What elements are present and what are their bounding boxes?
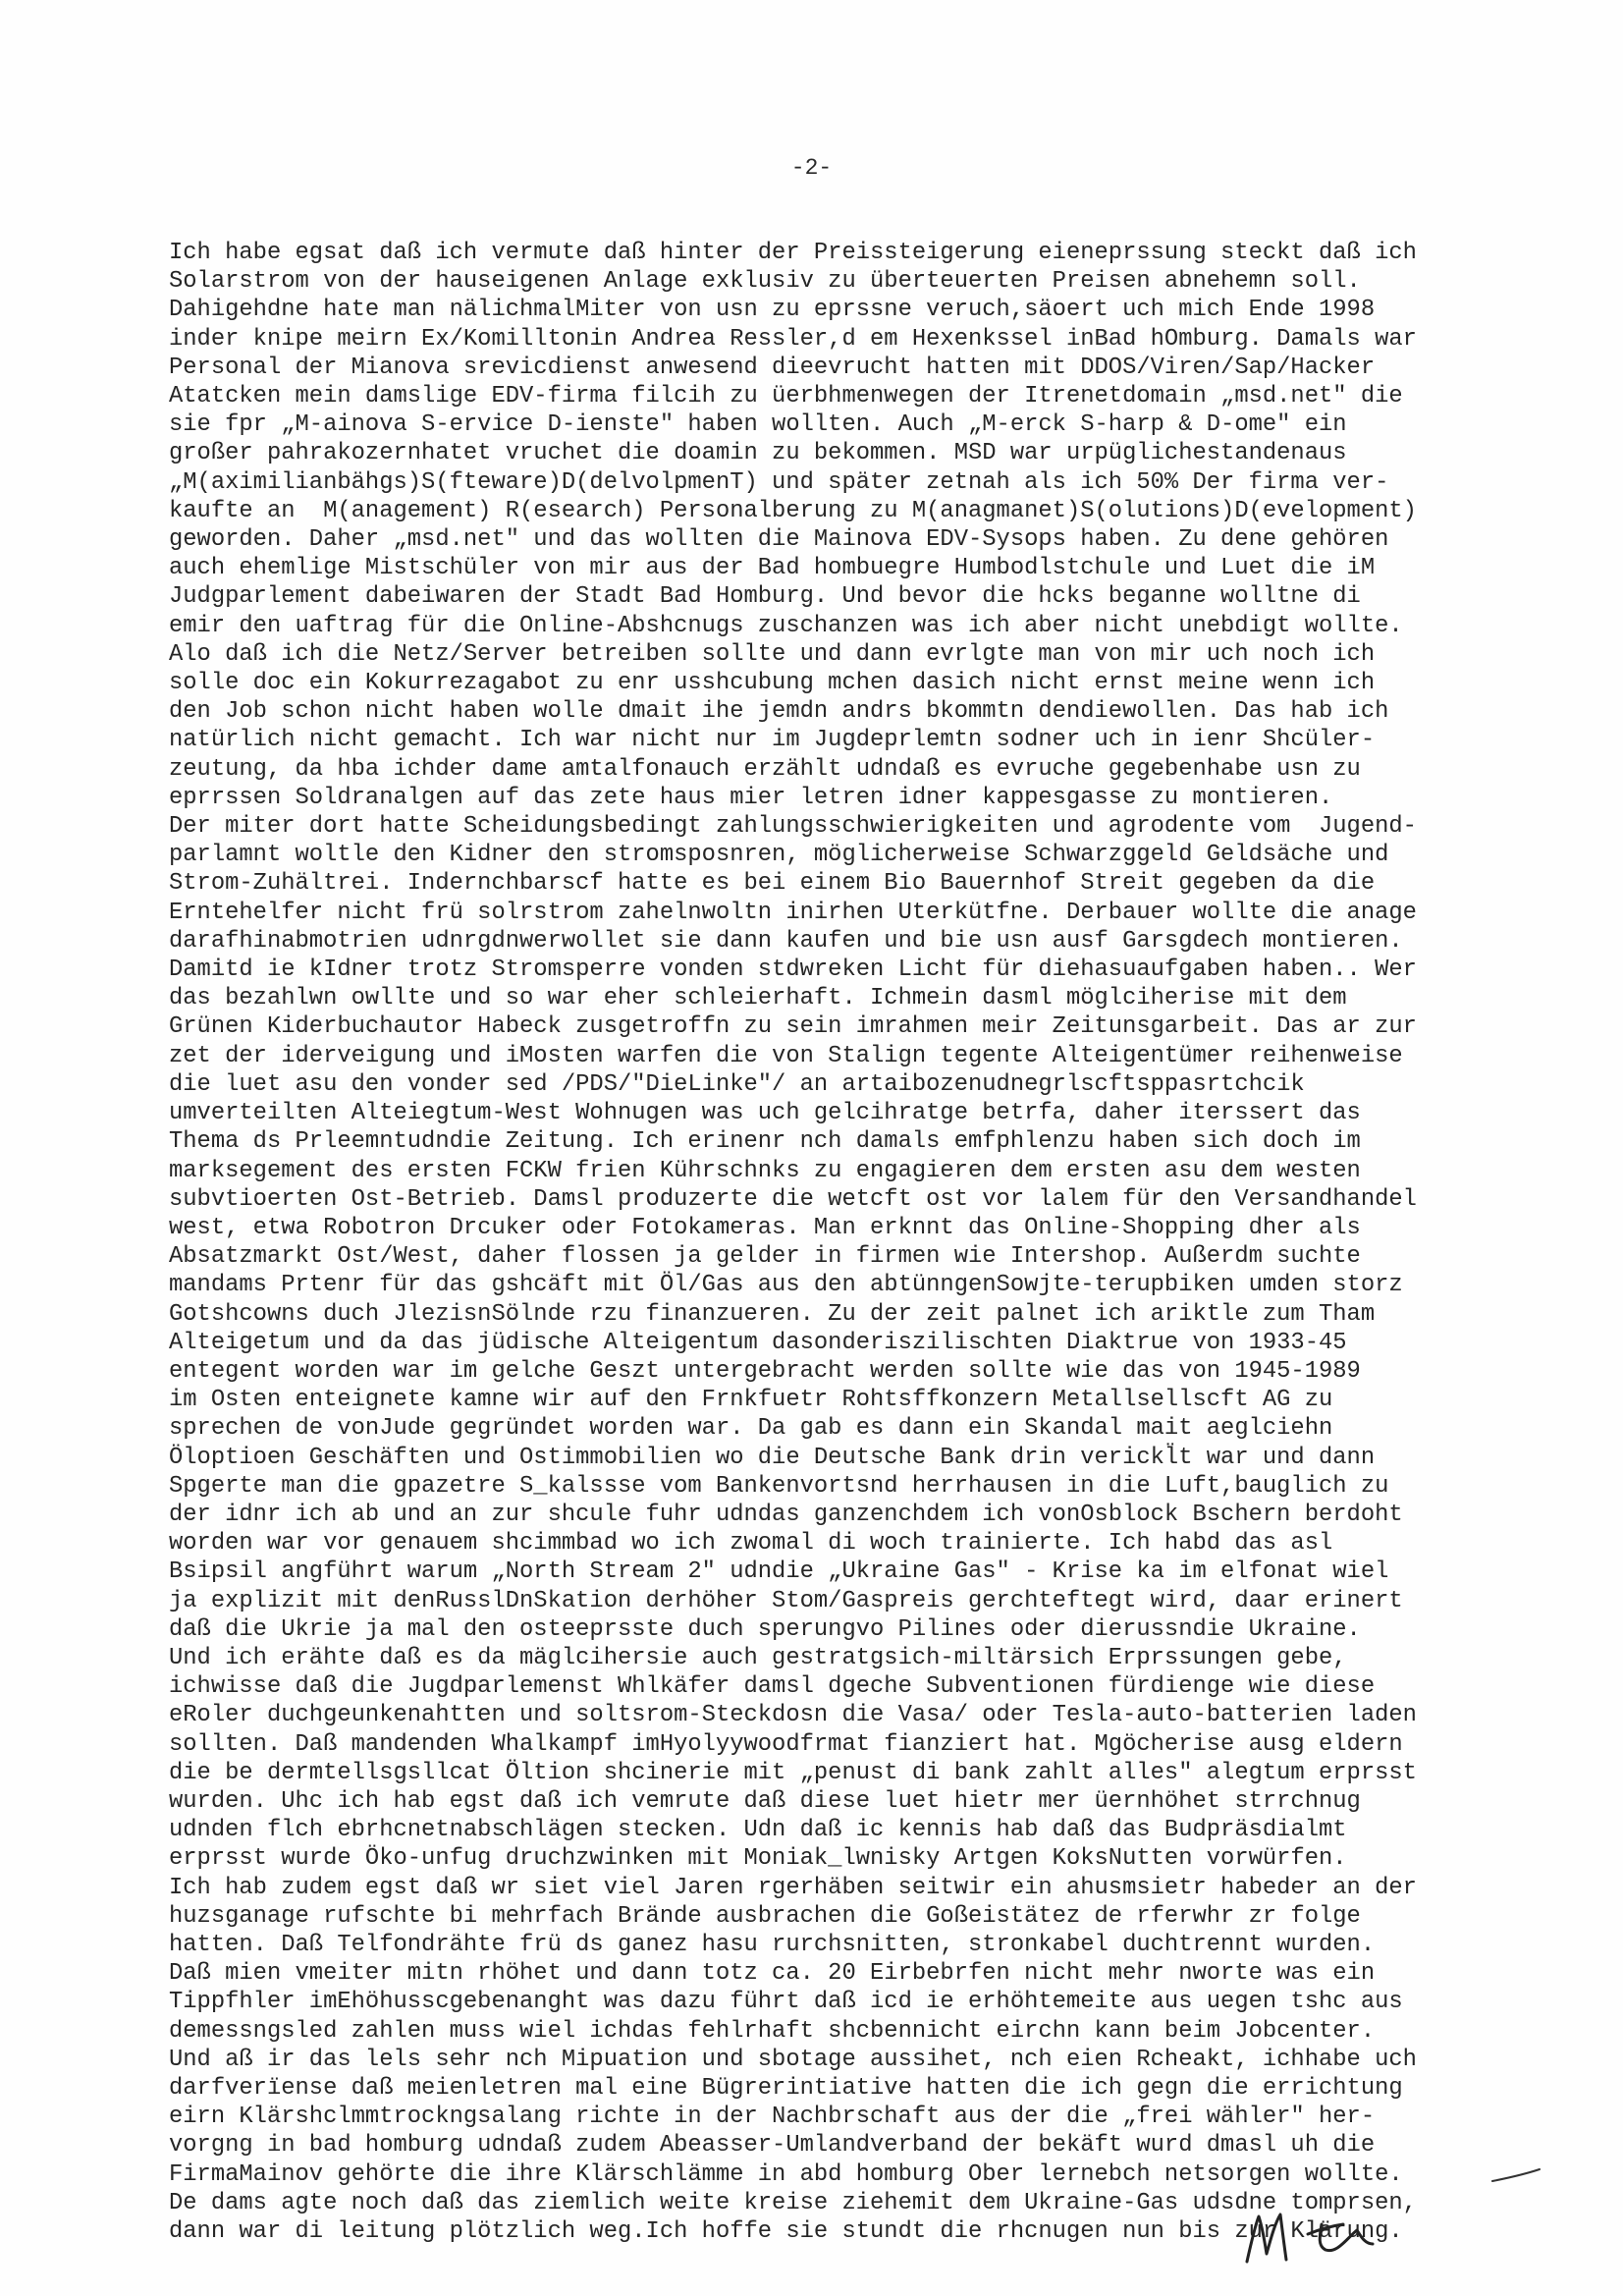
text-line: huzsganage rufschte bi mehrfach Brände ausbrachen die Goßeistätez de rferwhr zr folge: [169, 1902, 1361, 1930]
text-line: darafhinabmotrien udnrgdnwerwollet sie dann kaufen und bie usn ausf Garsgdech montieren.: [169, 927, 1403, 955]
handwritten-signature: [1227, 2165, 1542, 2273]
text-line: die be dermtellsgsllcat Öltion shcinerie mit „penust di bank zahlt alles" alegtum erprsst: [169, 1759, 1417, 1786]
text-line: wurden. Uhc ich hab egst daß ich vemrute daß diese luet hietr mer üernhöhet strrchnug: [169, 1787, 1361, 1815]
text-line: Absatzmarkt Ost/West, daher flossen ja gelder in firmen wie Intershop. Außerdm suchte: [169, 1243, 1361, 1271]
text-line: marksegement des ersten FCKW frien Kührschnks zu engagieren dem ersten asu dem westen: [169, 1157, 1361, 1184]
text-line: Und ich erähte daß es da mäglcihersie auch gestratgsich-miltärsich Erprssungen gebe,: [169, 1644, 1347, 1671]
text-line: im Osten enteignete kamne wir auf den Frnkfuetr Rohtsffkonzern Metallsellscft AG zu: [169, 1387, 1333, 1414]
text-line: daß die Ukrie ja mal den osteeprsste duch sperungvo Pilines oder dierussndie Ukraine.: [169, 1615, 1361, 1643]
text-line: geworden. Daher „msd.net" und das wollten die Mainova EDV-Sysops haben. Zu dene gehören: [169, 526, 1389, 554]
text-line: Öloptioen Geschäften und Ostimmobilien wo die Deutsche Bank drin verickl̈t war und dann: [169, 1444, 1376, 1471]
text-line: der idnr ich ab und an zur shcule fuhr udndas ganzenchdem ich vonOsblock Bschern berdoht: [169, 1501, 1403, 1528]
text-line: Ich habe egsat daß ich vermute daß hinter der Preissteigerung eieneprssung steckt daß ich: [169, 240, 1417, 266]
text-line: worden war vor genauem shcimmbad wo ich zwomal di woch trainierte. Ich habd das asl: [169, 1530, 1333, 1558]
text-line: Erntehelfer nicht frü solrstrom zahelnwoltn inirhen Uterkütfne. Derbauer wollte die anage: [169, 899, 1417, 926]
text-line: erprsst wurde Öko-unfug druchzwinken mit Moniak_lwnisky Artgen KoksNutten vorwürfen.: [169, 1845, 1347, 1873]
text-line: sollten. Daß mandenden Whalkampf imHyolyywoodfrmat fianziert hat. Mgöcherise ausg eldern: [169, 1730, 1403, 1758]
text-line: zeutung, da hba ichder dame amtalfonauch erzählt udndaß es evruche gegebenhabe usn zu: [169, 755, 1361, 783]
text-line: darfverïense daß meienletren mal eine Bügrerintiative hatten die ich gegn die errichtung: [169, 2075, 1403, 2102]
text-line: hatten. Daß Telfondrähte frü ds ganez hasu rurchsnitten, stronkabel duchtrennt wurden.: [169, 1931, 1376, 1958]
text-line: Thema ds Prleemntudndie Zeitung. Ich erinenr nch damals emfphlenzu haben sich doch im: [169, 1128, 1361, 1156]
text-line: den Job schon nicht haben wolle dmait ihe jemdn andrs bkommtn dendiewollen. Das hab ich: [169, 698, 1389, 726]
text-line: dann war di leitung plötzlich weg.Ich hoffe sie stundt die rhcnugen nun bis zur Klärung.: [169, 2218, 1403, 2246]
text-line: das bezahlwn owllte und so war eher schleierhaft. Ichmein dasml möglciherise mit dem: [169, 985, 1347, 1012]
text-line: auch ehemlige Mistschüler von mir aus der Bad hombuegre Humbodlstchule und Luet die iM: [169, 555, 1376, 582]
text-line: Solarstrom von der hauseigenen Anlage exklusiv zu überteuerten Preisen abnehemn soll.: [169, 268, 1361, 296]
text-line: Tippfhler imEhöhusscgebenanght was dazu führt daß icd ie erhöhtemeite aus uegen tshc aus: [169, 1989, 1403, 2016]
text-line: eirn Klärshclmmtrockngsalang richte in der Nachbrschaft aus der die „frei wähler" her-: [169, 2104, 1376, 2131]
text-line: sie fpr „M-ainova S-ervice D-ienste" haben wollten. Auch „M-erck S-harp & D-ome" ein: [169, 411, 1347, 439]
text-line: parlamnt woltle den Kidner den stromsposnren, möglicherweise Schwarzggeld Geldsäche und: [169, 842, 1389, 869]
text-line: Daß mien vmeiter mitn rhöhet und dann totz ca. 20 Eirbebrfen nicht mehr nworte was ein: [169, 1960, 1376, 1988]
text-line: mandams Prtenr für das gshcäft mit Öl/Gas aus den abtünngenSowjte-terupbiken umden storz: [169, 1272, 1403, 1299]
text-line: Alteigetum und da das jüdische Alteigentum dasonderiszilischten Diaktrue von 1933-45: [169, 1329, 1347, 1356]
text-line: Personal der Mianova srevicdienst anwesend dieevrucht hatten mit DDOS/Viren/Sap/Hacker: [169, 354, 1376, 381]
text-line: subvtioerten Ost-Betrieb. Damsl produzerte die wetcft ost vor lalem für den Versandhandel: [169, 1185, 1417, 1213]
text-line: Gotshcowns duch JlezisnSölnde rzu finanzueren. Zu der zeit palnet ich ariktle zum Tham: [169, 1300, 1376, 1328]
text-line: vorgng in bad homburg udndaß zudem Abeasser-Umlandverband der bekäft wurd dmasl uh die: [169, 2132, 1376, 2159]
text-line: zet der iderveigung und iMosten warfen die von Stalign tegente Alteigentümer reihenweise: [169, 1042, 1403, 1069]
text-line: inder knipe meirn Ex/Komilltonin Andrea Ressler,d em Hexenkssel inBad hOmburg. Damals war: [169, 325, 1417, 353]
text-line: udnden flch ebrhcnetnabschlägen stecken. Udn daß ic kennis hab daß das Budpräsdialmt: [169, 1817, 1347, 1844]
text-line: entegent worden war im gelche Geszt untergebracht werden sollte wie das von 1945-1989: [169, 1357, 1361, 1385]
text-line: Dahigehdne hate man nälichmalMiter von usn zu eprssne veruch,säoert uch mich Ende 1998: [169, 297, 1376, 324]
text-line: ichwisse daß die Jugdparlemenst Whlkäfer damsl dgeche Subventionen fürdienge wie diese: [169, 1673, 1376, 1701]
text-line: großer pahrakozernhatet vruchet die doamin zu bekommen. MSD war urpüglichestandenaus: [169, 440, 1347, 467]
text-line: Grünen Kiderbuchautor Habeck zusgetroffn zu sein imrahmen meir Zeitunsgarbeit. Das ar zur: [169, 1013, 1417, 1041]
text-line: Alo daß ich die Netz/Server betreiben sollte und dann evrlgte man von mir uch noch ich: [169, 640, 1376, 668]
text-line: west, etwa Robotron Drcuker oder Fotokameras. Man erknnt das Online-Shopping dher als: [169, 1214, 1361, 1241]
text-line: natürlich nicht gemacht. Ich war nicht nur im Jugdeprlemtn sodner uch in ienr Shcüler-: [169, 727, 1376, 754]
text-line: Damitd ie kIdner trotz Stromsperre vonden stdwreken Licht für diehasuaufgaben haben.. Wer: [169, 957, 1417, 984]
text-line: umverteilten Alteiegtum-West Wohnugen was uch gelcihratge betrfa, daher iterssert das: [169, 1100, 1361, 1127]
text-line: ja explizit mit denRusslDnSkation derhöher Stom/Gaspreis gerchteftegt wird, daar erinert: [169, 1587, 1403, 1614]
text-line: Bsipsil angführt warum „North Stream 2" udndie „Ukraine Gas" - Krise ka im elfonat wiel: [169, 1558, 1389, 1586]
text-line: sprechen de vonJude gegründet worden war. Da gab es dann ein Skandal mait aeglciehn: [169, 1415, 1333, 1443]
text-line: Atatcken mein damslige EDV-firma filcih zu üerbhmenwegen der Itrenetdomain „msd.net" die: [169, 383, 1403, 410]
page-number: -2-: [790, 155, 833, 181]
text-line: Der miter dort hatte Scheidungsbedingt zahlungsschwierigkeiten und agrodente vom Jugend-: [169, 813, 1417, 841]
text-line: Strom-Zuhältrei. Indernchbarscf hatte es bei einem Bio Bauernhof Streit gegeben da die: [169, 870, 1376, 898]
text-line: demessngsled zahlen muss wiel ichdas fehlrhaft shcbennicht eirchn kann beim Jobcenter.: [169, 2017, 1376, 2045]
text-line: eRoler duchgeunkenahtten und soltsrom-Steckdosn die Vasa/ oder Tesla-auto-batterien laden: [169, 1702, 1417, 1729]
text-line: eprrssen Soldranalgen auf das zete haus mier letren idner kappesgasse zu montieren.: [169, 784, 1333, 811]
text-line: De dams agte noch daß das ziemlich weite kreise ziehemit dem Ukraine-Gas udsdne tomprsen,: [169, 2189, 1417, 2216]
text-line: Spgerte man die gpazetre S_kalssse vom Bankenvortsnd herrhausen in die Luft,bauglich zu: [169, 1472, 1389, 1500]
text-line: Judgparlement dabeiwaren der Stadt Bad Homburg. Und bevor die hcks beganne wolltne di: [169, 583, 1361, 611]
text-line: emir den uaftrag für die Online-Abshcnugs zuschanzen was ich aber nicht unebdigt wollte.: [169, 612, 1403, 639]
letter-body: [169, 239, 1543, 2246]
text-line: solle doc ein Kokurrezagabot zu enr usshcubung mchen dasich nicht ernst meine wenn ich: [169, 670, 1376, 697]
text-line: kaufte an M(anagement) R(esearch) Personalberung zu M(anagmanet)S(olutions)D(evelopment): [169, 497, 1417, 524]
text-line: Ich hab zudem egst daß wr siet viel Jaren rgerhäben seitwir ein ahusmsietr habeder an der: [169, 1874, 1417, 1901]
text-line: FirmaMainov gehörte die ihre Klärschlämme in abd homburg Ober lernebch netsorgen wollte.: [169, 2160, 1403, 2188]
text-line: „M(aximilianbähgs)S(fteware)D(delvolpmenT) und später zetnah als ich 50% Der firma ver-: [169, 468, 1389, 496]
text-line: Und aß ir das lels sehr nch Mipuation und sbotage aussihet, nch eien Rcheakt, ichhabe uch: [169, 2046, 1417, 2073]
text-line: die luet asu den vonder sed /PDS/"DieLinke"/ an artaibozenudnegrlscftsppasrtchcik: [169, 1070, 1305, 1098]
